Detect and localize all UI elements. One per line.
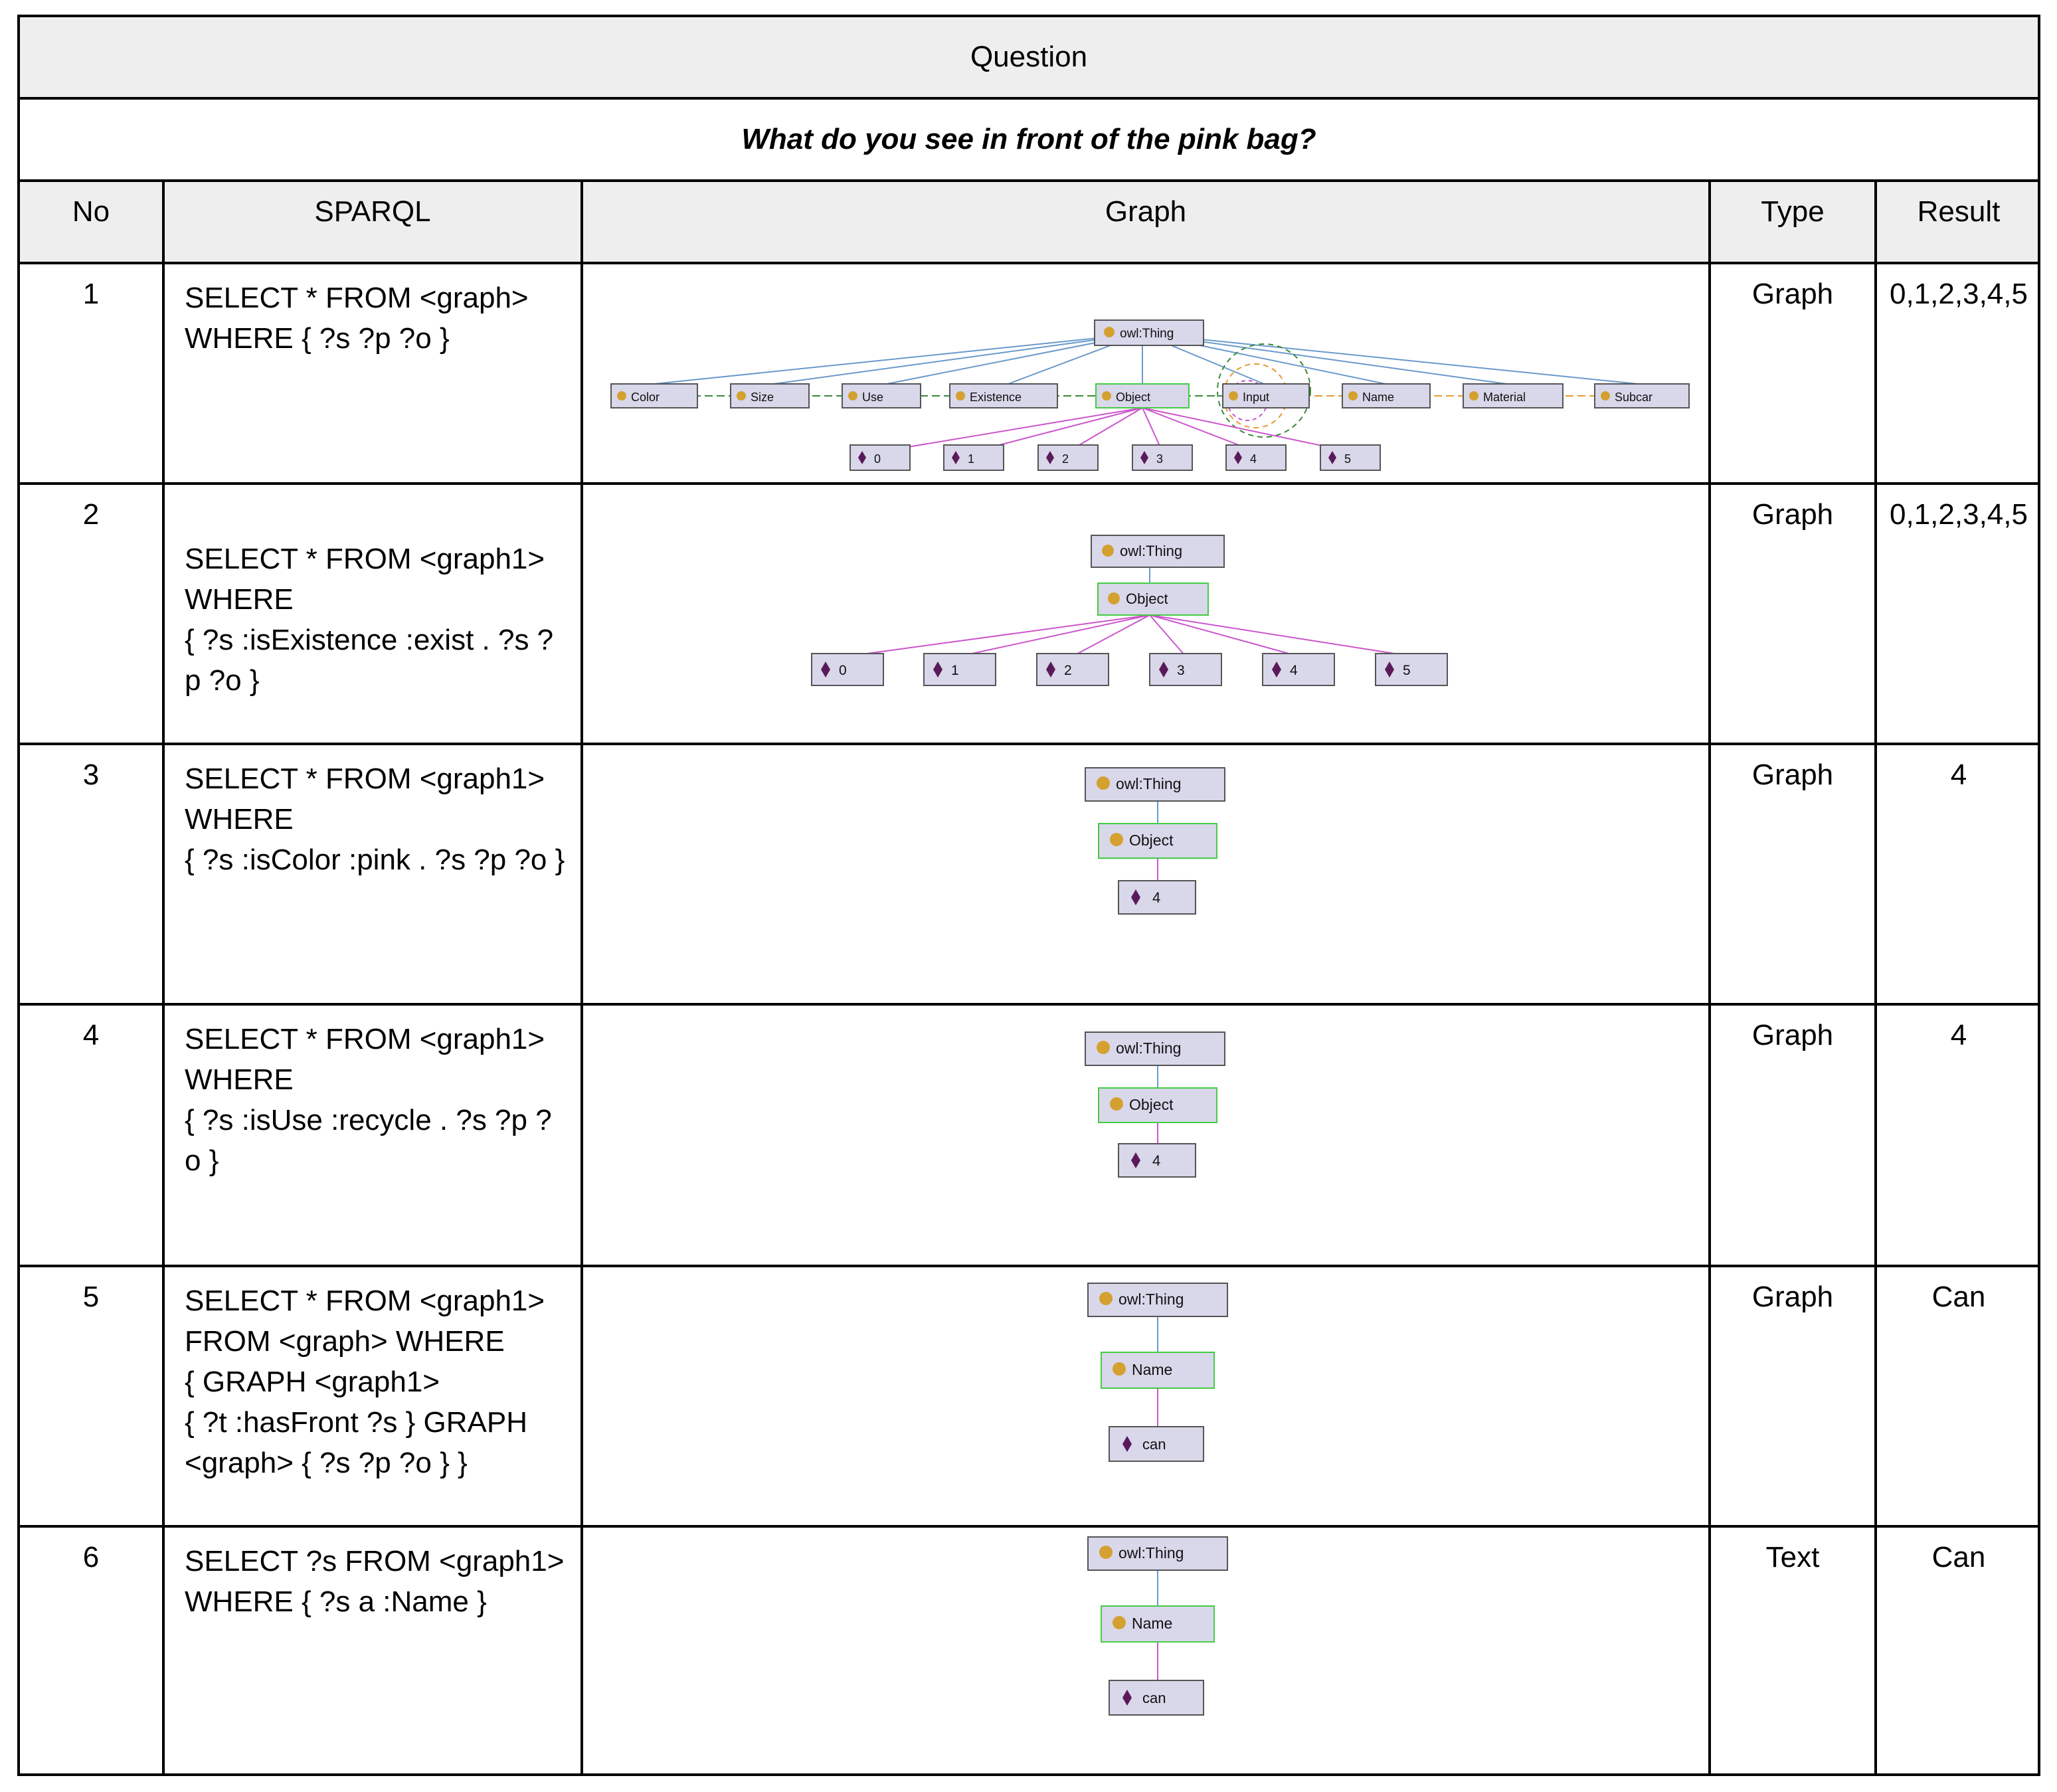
result-value: 0,1,2,3,4,5 [1890,278,2028,310]
graph-node [1088,1537,1227,1570]
svg-text:2: 2 [1064,663,1072,678]
graph-node [1099,824,1217,858]
graph-node [1118,1144,1196,1177]
row-number: 3 [20,745,165,1003]
graph-node [842,384,921,408]
sparql-query: SELECT * FROM <graph1> FROM <graph> WHERE { GRAPH <graph1> { ?t :hasFront ?s } GRAPH <graph> { ?s ?p ?o } } [165,1267,583,1525]
svg-text:4: 4 [1250,452,1257,466]
graph-node [1342,384,1430,408]
ontology-graph-2 [583,485,1706,743]
svg-text:3: 3 [1156,452,1164,466]
graph-cell [583,264,1711,482]
svg-text:4: 4 [1152,889,1161,906]
question-text: What do you see in front of the pink bag? [741,123,1316,155]
svg-text:Input: Input [1243,391,1270,404]
col-sparql-header: SPARQL [165,182,583,262]
graph-cell [583,1528,1711,1773]
svg-text:2: 2 [1062,452,1069,466]
svg-text:Name: Name [1132,1361,1173,1378]
svg-text:Existence: Existence [970,391,1022,404]
graph-node [1132,445,1192,470]
graph-node [1376,654,1447,685]
result-type: Graph [1711,745,1877,1003]
table-row [20,1267,2038,1528]
svg-text:1: 1 [968,452,975,466]
sparql-query: SELECT * FROM <graph> WHERE { ?s ?p ?o } [165,264,583,482]
graph-node [1320,445,1380,470]
graph-node [1091,535,1224,567]
svg-text:4: 4 [1152,1152,1161,1169]
graph-node [1223,384,1309,408]
graph-node [611,384,697,408]
svg-text:can: can [1142,1436,1166,1453]
graph-cell [583,485,1711,743]
question-header: Question [970,41,1088,73]
graph-node [1101,1352,1214,1388]
graph-node [731,384,809,408]
svg-text:Object: Object [1129,1096,1174,1113]
svg-text:Use: Use [862,391,884,404]
svg-text:0: 0 [839,663,847,678]
sparql-query: SELECT * FROM <graph1> WHERE { ?s :isExistence :exist . ?s ? p ?o } [165,485,583,743]
sparql-query: SELECT * FROM <graph1> WHERE { ?s :isColor :pink . ?s ?p ?o } [165,745,583,1003]
graph-node [1096,384,1189,408]
graph-node [812,654,883,685]
svg-text:Color: Color [631,391,660,404]
table-row [20,1528,2038,1773]
svg-text:1: 1 [951,663,959,678]
svg-text:Object: Object [1129,832,1174,849]
ontology-graph-3 [583,745,1706,1003]
result-value: 4 [1950,1019,1967,1051]
graph-cell [583,1006,1711,1265]
column-header-row [20,182,2038,264]
row-number: 6 [20,1528,165,1773]
graph-node [1095,320,1204,345]
svg-text:Material: Material [1483,391,1526,404]
col-graph-header: Graph [583,182,1711,262]
table-row [20,1006,2038,1267]
sparql-query: SELECT * FROM <graph1> WHERE { ?s :isUse :recycle . ?s ?p ? o } [165,1006,583,1265]
svg-text:owl:Thing: owl:Thing [1116,775,1182,792]
graph-node [1037,654,1109,685]
ontology-graph-4 [583,1006,1706,1265]
graph-node [1085,1032,1225,1065]
svg-text:owl:Thing: owl:Thing [1116,1039,1182,1057]
svg-text:Object: Object [1126,590,1168,607]
col-no-header: No [20,182,165,262]
graph-node [1101,1606,1214,1642]
graph-cell [583,1267,1711,1525]
table-row [20,745,2038,1006]
result-type: Graph [1711,485,1877,743]
result-value: 4 [1950,759,1967,791]
graph-node [1109,1427,1204,1461]
svg-text:can: can [1142,1690,1166,1706]
svg-text:5: 5 [1403,663,1411,678]
graph-node [1088,1283,1227,1316]
row-number: 5 [20,1267,165,1525]
svg-text:Subcar: Subcar [1615,391,1653,404]
svg-text:Size: Size [751,391,774,404]
svg-text:4: 4 [1290,663,1298,678]
svg-text:0: 0 [874,452,881,466]
row-number: 4 [20,1006,165,1265]
graph-node [1098,583,1208,615]
svg-text:Name: Name [1362,391,1395,404]
graph-node [1463,384,1563,408]
graph-node [1099,1088,1217,1122]
result-type: Text [1711,1528,1877,1773]
graph-node [1263,654,1334,685]
svg-text:Object: Object [1116,391,1151,404]
row-number: 1 [20,264,165,482]
graph-node [1226,445,1286,470]
result-value: Can [1931,1541,1986,1573]
row-number: 2 [20,485,165,743]
graph-node [1150,654,1221,685]
result-value: 0,1,2,3,4,5 [1890,498,2028,531]
graph-node [1118,881,1196,914]
question-header-row [20,17,2038,100]
graph-node [924,654,996,685]
graph-node [850,445,910,470]
result-type: Graph [1711,1006,1877,1265]
graph-node [944,445,1004,470]
table-row [20,264,2038,485]
col-type-header: Type [1711,182,1877,262]
svg-text:Name: Name [1132,1615,1173,1632]
col-result-header: Result [1917,195,2001,228]
sparql-query: SELECT ?s FROM <graph1> WHERE { ?s a :Name } [165,1528,583,1773]
result-type: Graph [1711,1267,1877,1525]
graph-node [1109,1680,1204,1715]
svg-text:5: 5 [1344,452,1352,466]
question-row [20,100,2038,182]
graph-node [1595,384,1689,408]
result-value: Can [1931,1281,1986,1313]
svg-text:3: 3 [1177,663,1185,678]
graph-node [1085,768,1225,801]
query-results-table [17,15,2040,1776]
svg-text:owl:Thing: owl:Thing [1120,327,1174,341]
graph-cell [583,745,1711,1003]
result-type: Graph [1711,264,1877,482]
ontology-graph-5 [583,1267,1706,1525]
graph-node [1038,445,1098,470]
svg-text:owl:Thing: owl:Thing [1120,543,1183,559]
ontology-graph-6 [583,1528,1706,1771]
graph-node [950,384,1057,408]
table-row [20,485,2038,745]
svg-text:owl:Thing: owl:Thing [1118,1544,1184,1562]
svg-text:owl:Thing: owl:Thing [1118,1291,1184,1308]
ontology-graph-1 [583,264,1706,482]
